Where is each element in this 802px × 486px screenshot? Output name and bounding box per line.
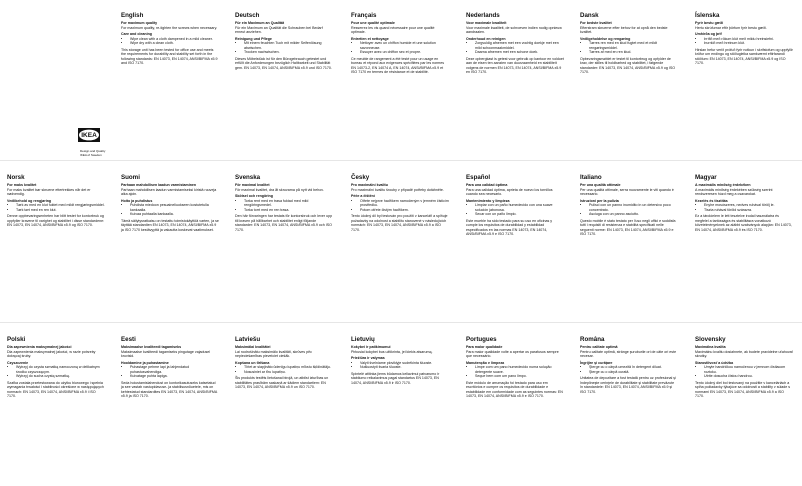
care-title: Hooldamine ja puhastamine: [121, 360, 169, 365]
quality-title: Pro maximální kvalitu: [351, 183, 388, 187]
care-title: Reinigung und Pflege: [235, 36, 272, 41]
care-list-item: • Tørk av med en klut fuktet med mildt rengjøringsmiddel.: [16, 203, 105, 208]
care-list-item: • Tīriet ar slapjināto ūdenīgu lupatiņu mīkstu šķīdinātāju.: [244, 365, 333, 370]
standards-text: Denne oppbevaringsenheten har blitt testet for kontorbruk og oppfyller kravene til varighet og stabilitet i disse standardene: EN 14073, EN 14074, ANSI/BIFMA x5.9 og ISO 7170.: [7, 214, 105, 227]
language-heading: Româna: [580, 336, 605, 343]
care-list-item: • Torka rent med en trasa fuktad med mild rengöringsmedel.: [244, 199, 333, 208]
care-list-item: • Mit einem feuchten Tuch mit milder Seifenlösung abwischen.: [244, 41, 333, 50]
quality-text: Maximálnu kvalitu dosiahnete, ak budete pravidelne uťahovať skrutky.: [695, 349, 793, 358]
language-heading: Dansk: [580, 12, 599, 19]
language-section-svenska: [235, 174, 333, 234]
care-list: [235, 365, 333, 374]
standards-text: Ce meuble de rangement a été testé pour un usage en bureau et répond aux exigences spécifiées par les normes EN 14073-2, EN 14074 A, EN 14074, ANSI/BIFMA x5.9 et ISO 7170 en termes de résistance et de stabilité.: [351, 56, 445, 74]
language-section-english: [121, 12, 219, 68]
standards-text: Tämä säilytysratkaisu on testattu toimistokäyttöä varten, ja se täyttää standardien EN 14073, EN 14074, ANSI/BIFMA x5.9 ja ISO 7170 kestävyyttä ja vakautta koskevat vaatimukset.: [121, 218, 219, 232]
quality-title: Maksimālai kvalitātei: [235, 345, 271, 349]
quality-title: Fyrir bestu gæði: [695, 21, 724, 25]
care-title: Mantenimiento y limpieza: [466, 198, 510, 203]
care-list-item: • Puhastage pehme lapi ja lahjendatud puhastusvahendiga.: [130, 365, 219, 374]
care-title: Priežiūra ir valymas: [351, 356, 385, 360]
care-list-item: • Seque bem com um pano limpo.: [475, 374, 564, 379]
language-section-latviešu: [235, 336, 333, 392]
language-heading: Deutsch: [235, 12, 260, 19]
language-heading: Eesti: [121, 336, 136, 343]
language-heading: Nederlands: [466, 12, 500, 19]
standards-text: Seda hoiustamislahendust on kontorikasutuseks katsetatud ja see vastab vastupidavuse- ja stabiilsusnõuetele, mis on kehtestatud standardites EN 14073, EN 14074, ANSI/BIFMA x5.9 ja ISO 7170.: [121, 380, 218, 398]
standards-text: Questo mobile è stato testato per l'uso negli uffici e soddisfa tutti i requisiti di resistenza e stabilità specificati nelle seguenti norme: EN 14073, EN 14074, ANSI/BIFMA x5.9 e ISO 7170.: [580, 218, 676, 236]
care-title: Umhirða og þrif: [695, 32, 722, 36]
ikea-logo: [78, 128, 100, 148]
quality-title: Para una calidad óptima: [466, 183, 508, 187]
care-list: [121, 365, 219, 379]
quality-text: Para maior qualidade volte a apertar os parafusos sempre que necessário.: [466, 349, 559, 358]
quality-text: Pentru calitate optimă, strânge şuruburile ori de câte ori este necesar.: [580, 349, 677, 358]
quality-title: Für ein Maximum an Qualität: [235, 21, 285, 25]
standards-text: Szafka została przetestowana do użytku biurowego i spełnia wymagania trwałości i stabilności określone w następujących normach: EN 14073, EN 14074, ANSI/BIFMA x5.9 i ISO 7170.: [7, 380, 104, 398]
care-list-item: • Torka torrt med en ren trasa.: [244, 208, 333, 213]
care-list-item: • Otřete nejprve hadříkem namočeným v jemném čisticím prostředku.: [360, 199, 449, 208]
quality-text: Pro maximální kvalitu šrouby v případě potřeby dotáhněte.: [351, 187, 444, 192]
care-title: Vedligeholdelse og rengøring: [580, 36, 631, 41]
language-section-nederlands: [466, 12, 564, 77]
care-list: [235, 199, 333, 213]
language-section-español: [466, 174, 564, 239]
standards-text: This storage unit has been tested for office use and meets the requirements for durability and stability set forth in the following standards: EN 14073, EN 14074, ANSI/BIFMA x5.9 and ISO 7170.: [121, 47, 218, 65]
standards-text: Hirslan hefur verið prófuð fyrir notkun í skrifstofum og uppfyllir kröfur um endingu og stöðugleika samkvæmt eftirfarandi stöðlum: EN 14073, EN 14074, ANSI/BIFMA x5.9 og ISO 7170.: [695, 47, 793, 65]
language-heading: Français: [351, 12, 377, 19]
care-list: [695, 365, 793, 379]
care-list: [351, 199, 449, 213]
care-list: [351, 41, 449, 55]
care-title: Vedlikehold og rengjøring: [7, 198, 52, 203]
quality-title: Pour une qualité optimale: [351, 21, 395, 25]
care-list: [235, 41, 333, 55]
care-list-item: • Tørk tørt med en ren klut.: [16, 208, 105, 213]
language-heading: Svenska: [235, 174, 261, 181]
language-heading: Polski: [7, 336, 26, 343]
language-heading: Lietuvių: [351, 336, 375, 343]
care-title: Kezelés és tisztítás: [695, 198, 728, 203]
quality-text: Dla zapewnienia maksymalnej jakości, w razie potrzeby dokręcaj śruby.: [7, 349, 96, 358]
ikea-logo-text: IKEA: [81, 132, 97, 140]
language-section-polski: [7, 336, 105, 401]
quality-title: A maximális minőség érdekében: [695, 183, 751, 187]
language-section-portugues: [466, 336, 564, 401]
language-section-suomi: [121, 174, 219, 234]
care-list-item: • Daarna afnemen met een schone doek.: [475, 50, 564, 55]
care-title: Skötsel och rengöring: [235, 194, 273, 198]
care-list-item: • Şterge cu o cârpă curată.: [589, 370, 678, 375]
care-list-item: • Limpe com um pano humedecido numa solução detergente suave.: [475, 365, 564, 374]
language-section-lietuvių: [351, 336, 449, 387]
quality-text: För maximal kvalitet, dra åt skruvarna på nytt vid behov.: [235, 187, 324, 192]
care-list-item: • Tørres ren med en klud fugtet med et mildt rengøringsmiddel.: [589, 41, 678, 50]
care-title: Manutenção e limpeza: [466, 360, 505, 365]
care-list-item: • Umyte handričkou namočenou v jemnom čistiacom roztoku.: [704, 365, 793, 374]
standards-text: Este módulo de arrumação foi testado para uso em escritórios e cumpre os requisitos de durabilidade e estabilidade em conformidade com as seguintes normas: EN 14073, EN 14074, ANSI/BIFMA x5.9 e ISO 7170.: [466, 380, 563, 398]
quality-text: Resserrez les vis quand nécessaire pour une qualité optimale.: [351, 25, 435, 34]
quality-title: Pentru calitate optimă: [580, 345, 618, 349]
language-section-norsk: [7, 174, 105, 230]
language-heading: Slovensky: [695, 336, 726, 343]
language-section-eesti: [121, 336, 219, 401]
quality-text: Für ein Maximum an Qualität die Schrauben bei Bedarf erneut anziehen.: [235, 25, 323, 34]
quality-title: Per una qualità ottimale: [580, 183, 621, 187]
care-list: [466, 365, 564, 379]
quality-text: Lai nodrošinātu maksimālo kvalitāti, skrūves pēc nepieciešamības pievelciet ciešāk.: [235, 349, 312, 358]
care-list: [121, 203, 219, 217]
language-section-íslenska: [695, 12, 793, 68]
standards-text: Este mueble ha sido testado para su uso en oficinas y cumple los requisitos de durabilidad y estabilidad especificados en las normas EN 14073, EN 14074, ANSI/BIFMA x5.9 e ISO 7170.: [466, 218, 553, 236]
quality-title: Maximálna kvalita: [695, 345, 726, 349]
care-list-item: • Trocken nachwischen.: [244, 50, 333, 55]
language-heading: Portugues: [466, 336, 497, 343]
quality-text: Efterstram skruerne efter behov for at opnå den bedste kvalitet.: [580, 25, 668, 34]
language-section-italiano: [580, 174, 678, 239]
quality-title: For maks kvalitet: [7, 183, 37, 187]
language-section-dansk: [580, 12, 678, 77]
language-section-româna: [580, 336, 678, 396]
standards-text: Dieses Möbelstück ist für den Bürogebrauch getestet und erfüllt die Anforderungen bezüglich Haltbarkeit und Stabilität gem. EN 14073, EN 14074, ANSI/BIFMA x5.9 und ISO 7170.: [235, 56, 332, 70]
care-list-item: • Valyti švelniame ploviklyje sudrėkinta šluoste.: [360, 361, 449, 366]
care-list: [7, 365, 105, 379]
care-title: Entretien et nettoyage: [351, 36, 389, 41]
care-list: [466, 203, 564, 217]
quality-text: Pirkusiai kokybei bus užtikrinta, jei kiekis atsarumą.: [351, 349, 433, 354]
care-title: Kopšana un tīrīšana: [235, 360, 270, 365]
quality-title: Parhaan mahdollisen laadun varmistaminen: [121, 183, 197, 187]
quality-text: Parhaan mahdollisen laadun varmistamiseksi kiristä ruuveja aika ajoin.: [121, 187, 217, 196]
care-list-item: • Nosusiniet ar tīru lupatiņu.: [244, 370, 333, 375]
row-divider: [0, 322, 802, 323]
care-list-item: • Potom otřete čistým hadříkem.: [360, 208, 449, 213]
quality-text: Para una calidad óptima, aprieta de nuevo los tornillos cuando sea necesario.: [466, 187, 553, 196]
care-list-item: • Þurrkið með hreinum klút.: [704, 41, 793, 46]
care-title: Care and cleaning: [121, 32, 152, 36]
row-divider: [0, 160, 802, 161]
care-list-item: • Utrite dosucha čistou handrou.: [704, 374, 793, 379]
care-title: Onderhoud en reinigen: [466, 36, 506, 41]
care-list-item: • Wytrzyj do sucha czystą szmatką.: [16, 374, 105, 379]
care-list: [695, 37, 793, 46]
language-heading: Italiano: [580, 174, 602, 181]
quality-title: For bedste kvalitet: [580, 21, 612, 25]
language-section-français: [351, 12, 449, 77]
care-title: Czyszczenie: [7, 360, 29, 365]
care-list-item: • Enyhe mosószeres, nedves ruhával törölj le.: [704, 203, 793, 208]
language-heading: Suomi: [121, 174, 140, 181]
standards-text: Tento úložný diel bol testovaný na použitie v kanceláriách a spĺňa požiadavky týkajúce sa odolnosti a stability v súlade s normami EN 14073, EN 14074, ANSI/BIFMA x5.9 a ISO 7170.: [695, 380, 791, 398]
care-list: [580, 41, 678, 55]
quality-title: För maximal kvalitet: [235, 183, 270, 187]
care-list: [121, 37, 219, 46]
standards-text: Den här förvaringen har testats för kontorsbruk och lever upp till kraven på hållbarhet och stabilitet enligt följande standarder: EN 14073, EN 14074, ANSI/BIFMA x5.9 och ISO 7170.: [235, 214, 333, 232]
quality-text: For maks kvalitet bør skruene ettertrekkes når det er nødvendig.: [7, 187, 91, 196]
quality-text: For maximum quality, re-tighten the screws when necessary.: [121, 25, 218, 30]
language-section-deutsch: [235, 12, 333, 72]
logo-caption: [80, 150, 110, 157]
care-list: [466, 41, 564, 55]
care-title: Péče a čištění: [351, 194, 375, 198]
care-list-item: • Tørres af med en ren klud.: [589, 50, 678, 55]
care-title: Starostlivosť a údržba: [695, 360, 734, 365]
care-list-item: • Essuyer avec un chiffon sec et propre.: [360, 50, 449, 55]
language-section-magyar: [695, 174, 793, 234]
language-heading: Latviešu: [235, 336, 261, 343]
care-list-item: • Şterge cu o cârpă umezită în detergent diluat.: [589, 365, 678, 370]
language-section-česky: [351, 174, 449, 234]
standards-text: Šis produkts testēts lietošanai birojā, un atbilst izturības un stabilitātes prasībām saskaņā ar šādiem standartiem: EN 14073, EN 14074, ANSI/BIFMA x5.9 un ISO 7170.: [235, 376, 329, 389]
quality-title: Para maior qualidade: [466, 345, 503, 349]
quality-text: Per una qualità ottimale, serra nuovamente le viti quando è necessario.: [580, 187, 674, 196]
care-list-item: • Kuivaa puhtaalla kankaalla.: [130, 212, 219, 217]
care-title: Hoito ja puhdistus: [121, 198, 153, 203]
care-list-item: • Wytrzyj do czysta szmatką namoczoną w delikatnym środku czyszczącym.: [16, 365, 105, 374]
language-heading: Norsk: [7, 174, 25, 181]
quality-title: For maximum quality: [121, 21, 158, 25]
ikea-of-sweden-text: IKEA of Sweden: [80, 152, 102, 157]
standards-text: Opbevaringsmøblet er testet til kontorbrug og opfylder de krav, der stilles til holdbarhed og stabilitet, i følgende standarder: EN 14073, EN 14074, ANSI/BIFMA x5.9 og ISO 7170.: [580, 56, 676, 74]
care-list: [580, 203, 678, 217]
care-list-item: • Kuivatage puhta lapiga.: [130, 374, 219, 379]
language-heading: Íslenska: [695, 12, 720, 19]
quality-text: Maksimaalse kvaliteedi tagamiseks pingutage vajadusel kruvisid.: [121, 349, 211, 358]
language-heading: Magyar: [695, 174, 717, 181]
standards-text: Deze opbergkast is getest voor gebruik op kantoor en voldoet aan de eisen ten aanzien van duurzaamheid en stabiliteit volgens de normen EN 14073, EN 14074, ANSI/BIFMA x5.9 en ISO 7170.: [466, 56, 564, 74]
quality-title: Dla zapewnienia maksymalnej jakości: [7, 345, 72, 349]
quality-title: Voor maximale kwaliteit: [466, 21, 507, 25]
language-section-slovensky: [695, 336, 793, 401]
care-list: [7, 203, 105, 212]
care-list: [351, 361, 449, 370]
language-heading: Česky: [351, 174, 370, 181]
care-list-item: • Pulisci con un panno inumidito in un detersivo poco concentrato.: [589, 203, 678, 212]
language-heading: English: [121, 12, 144, 19]
quality-title: Kokybei ir patikimumui: [351, 345, 391, 349]
care-list-item: • Tiszta ruhával töröld szárazra.: [704, 208, 793, 213]
care-list-item: • Zorgvuldig afnemen met een vochtig doekje met een mild schoonmaakmiddel.: [475, 41, 564, 50]
care-list-item: • Puhdista miedoon pesuaineliuokseen kostutetulla kankaalla.: [130, 203, 219, 212]
care-list-item: • Limpiar con un paño humedecido con una suave solución jabonosa.: [475, 203, 564, 212]
care-title: Istruzioni per la pulizia: [580, 198, 619, 203]
designed-by-text: Design and Quality: [80, 149, 106, 153]
language-heading: Español: [466, 174, 491, 181]
standards-text: Ez a tárolóelem le lett tesztelve irodai használatra és megfelel a tartósságra és stabilitásra vonatkozó követelményeknek az alábbi szabványok alapján: EN 14073, EN 14074, ANSI/BIFMA x5.9 és ISO 7170.: [695, 214, 792, 232]
care-list-item: • Nušluostyti švaria šluoste.: [360, 365, 449, 370]
care-list: [695, 203, 793, 212]
care-list-item: • Wipe dry with a clean cloth.: [130, 41, 219, 46]
quality-text: A maximális minőség érdekében szükség szerint rendszeresen húzd meg a csavarokat.: [695, 187, 773, 196]
care-list: [580, 365, 678, 374]
standards-text: Unitatea de depozitare a fost testată pentru uz profesional şi îndeplineşte cerinţele de durabilitate şi stabilitate prevăzute în standardele: EN 14073, EN 14074, ANSI/BIFMA x5.9 şi ISO 7170.: [580, 376, 676, 394]
care-list-item: • Þrífið með rökum klút með mildu hreinsiefni.: [704, 37, 793, 42]
care-list-item: • Secar con un paño limpio.: [475, 212, 564, 217]
quality-text: Voor maximale kwaliteit, de schroeven indien nodig opnieuw aandraaien.: [466, 25, 562, 34]
care-title: Îngrijire şi curăţare: [580, 360, 613, 365]
standards-text: Tento úložný díl byl testován pro použití v kanceláři a splňuje požadavky na odolnost a stabilitu stanovené v následujících normách: EN 14073, EN 14074, ANSI/BIFMA x5.9 a ISO 7170.: [351, 214, 448, 232]
quality-text: Hertu skrúfurnar eftir þörfum fyrir bestu gæði.: [695, 25, 767, 30]
care-list-item: • Wipe clean with a cloth dampened in a mild cleaner.: [130, 37, 219, 42]
standards-text: Spintelė atitinka jiems būdamos keliavimui patvarumo ir stabilumo reikalavimus pagal standartus EN 14073, EN 14074, ANSI/BIFMA x5.9 ir ISO 7170.: [351, 371, 440, 385]
care-list-item: • Asciuga con un panno asciutto.: [589, 212, 678, 217]
care-list-item: • Nettoyer avec un chiffon humide et une solution savonneuse.: [360, 41, 449, 50]
quality-title: Maksimaalse kvaliteedi tagamiseks: [121, 345, 182, 349]
